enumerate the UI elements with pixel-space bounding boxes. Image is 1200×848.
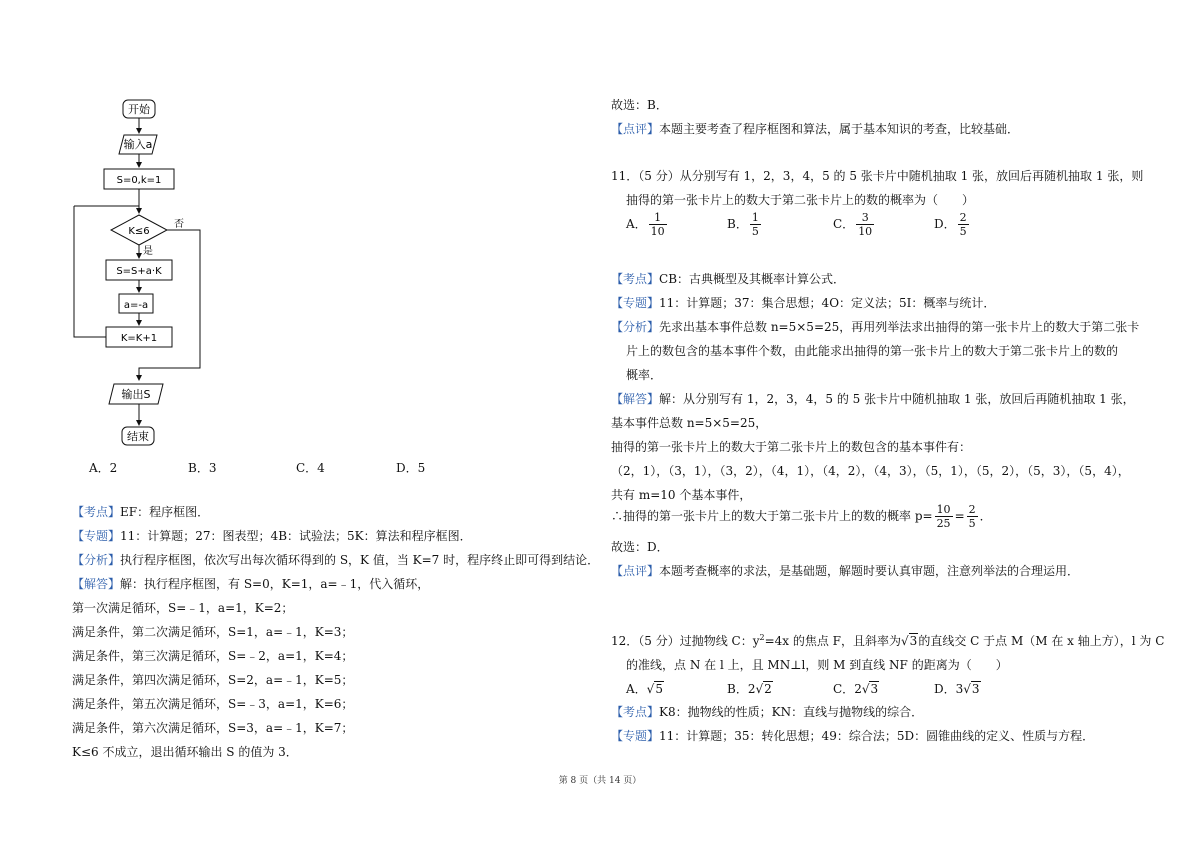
q10-zhuanti-text: 11：计算题；27：图表型；4B：试验法；5K：算法和程序框图． — [120, 529, 472, 543]
q11-fenxi-line3: 概率． — [626, 368, 663, 382]
q12-kaodian-text: K8：抛物线的性质；KN：直线与抛物线的综合． — [659, 705, 924, 719]
flow-step2-text: a=-a — [123, 300, 149, 311]
q12-option-c: C．2√3 — [833, 682, 879, 696]
q12-option-c-rad: 3 — [870, 682, 879, 696]
q11-dianping — [611, 562, 1079, 579]
q11-p-end: ． — [979, 509, 992, 523]
q11-option-b — [727, 211, 763, 238]
q11-fenxi — [611, 318, 1139, 335]
q12-stem-part1: 12．（5 分）过抛物线 C：y — [611, 634, 760, 648]
q10-option-b: B．3 — [188, 461, 217, 475]
q11-zhuanti-text: 11：计算题；37：集合思想；4O：定义法；5I：概率与统计． — [659, 296, 996, 310]
q11-p-frac2 — [967, 503, 978, 530]
q10-zhuanti-tag: 【专题】 — [72, 529, 121, 543]
q12-option-a: A．√5 — [626, 682, 663, 696]
q11-option-b-label: B． — [727, 217, 748, 231]
q11-p-frac1 — [935, 503, 953, 530]
flowchart — [60, 88, 300, 458]
q11-p-num1: 10 — [936, 503, 951, 516]
q12-stem-line2: 的准线，点 N 在 l 上，且 MN⊥l，则 M 到直线 NF 的距离为（ ） — [626, 658, 1008, 672]
q11-zhuanti — [611, 294, 995, 311]
q10-fenxi — [72, 551, 599, 568]
flow-no-label: 否 — [174, 219, 184, 230]
flow-input-text: 输入a — [123, 138, 153, 151]
flow-start-text: 开始 — [128, 103, 150, 116]
q11-option-c-den: 10 — [858, 225, 873, 238]
q11-dianping-tag: 【点评】 — [611, 564, 660, 578]
q11-option-a-num: 1 — [649, 211, 667, 225]
q10-option-c: C．4 — [296, 461, 325, 475]
q11-option-b-den: 5 — [751, 225, 759, 238]
q10-jieda — [72, 575, 429, 592]
q10-dianping-text: 本题主要考查了程序框图和算法，属于基本知识的考查，比较基础． — [659, 122, 1020, 136]
q11-option-c-num: 3 — [856, 211, 874, 225]
q11-jieda-line5: 共有 m=10 个基本事件， — [611, 488, 752, 502]
q11-dianping-text: 本题考查概率的求法，是基础题，解题时要认真审题，注意列举法的合理运用． — [659, 564, 1080, 578]
q12-option-c-label: C． — [833, 682, 855, 696]
q10-jieda-tag: 【解答】 — [72, 577, 121, 591]
flow-step1-text: S=S+a·K — [116, 266, 162, 277]
q12-option-a-label: A． — [626, 682, 647, 696]
flow-step3-text: K=K+1 — [120, 333, 158, 344]
q11-stem-line2: 抽得的第一张卡片上的数大于第二张卡片上的数的概率为（ ） — [626, 193, 975, 207]
flow-end-text: 结束 — [127, 430, 149, 443]
q12-zhuanti-tag: 【专题】 — [611, 729, 660, 743]
q10-option-d: D．5 — [396, 461, 426, 475]
q11-jieda — [611, 390, 1135, 407]
q11-option-c-label: C． — [833, 217, 855, 231]
q11-option-d-label: D． — [934, 217, 956, 231]
q10-step: 第一次满足循环，S=﹣1，a=1，K=2； — [72, 601, 294, 615]
q11-jieda-line4: （2，1），（3，1），（3，2），（4，1），（4，2），（4，3），（5，1），（5，2），（5，3），（5，4）， — [611, 464, 1130, 478]
q12-option-d: D．3√3 — [934, 682, 980, 696]
q11-fenxi-text: 先求出基本事件总数 n=5×5=25，再用列举法求出抽得的第一张卡片上的数大于第二张卡 — [659, 320, 1140, 334]
flow-output-text: 输出S — [121, 388, 151, 401]
q10-fenxi-tag: 【分析】 — [72, 553, 121, 567]
q11-jieda-text: 解：从分别写有 1，2，3，4，5 的 5 张卡片中随机抽取 1 张，放回后再随机抽取 1 张， — [659, 392, 1135, 406]
q12-stem-part2: =4x 的焦点 F，且斜率为 — [764, 634, 902, 648]
q12-kaodian — [611, 703, 923, 720]
q10-step: K≤6 不成立，退出循环输出 S 的值为 3． — [72, 745, 298, 759]
q10-option-a: A．2 — [89, 461, 118, 475]
q11-p-num2: 2 — [968, 503, 976, 516]
q11-option-a — [626, 211, 669, 238]
q11-jieda-line3: 抽得的第一张卡片上的数大于第二张卡片上的数包含的基本事件有： — [611, 440, 972, 454]
q11-stem-line1: 11．（5 分）从分别写有 1，2，3，4，5 的 5 张卡片中随机抽取 1 张，放回后再随机抽取 1 张，则 — [611, 169, 1144, 183]
q11-option-d-frac — [958, 211, 969, 238]
q10-guxuan: 故选：B． — [611, 98, 668, 112]
q10-dianping — [611, 120, 1019, 137]
q10-jieda-text: 解：执行程序框图，有 S=0，K=1，a=﹣1，代入循环， — [120, 577, 430, 591]
q11-option-b-frac — [750, 211, 761, 238]
q11-option-a-frac — [649, 211, 667, 238]
q12-zhuanti — [611, 727, 1094, 744]
q11-zhuanti-tag: 【专题】 — [611, 296, 660, 310]
q12-option-b-coef: 2 — [747, 682, 756, 696]
flow-yes-label: 是 — [143, 246, 153, 257]
q10-step: 满足条件，第四次满足循环，S=2，a=﹣1，K=5； — [72, 673, 354, 687]
q10-kaodian-tag: 【考点】 — [72, 505, 121, 519]
q11-p-den2: 5 — [968, 517, 976, 530]
q11-kaodian — [611, 270, 845, 287]
q11-jieda-tag: 【解答】 — [611, 392, 660, 406]
q11-option-a-label: A． — [626, 217, 647, 231]
q12-stem-line1: 12．（5 分）过抛物线 C：$y^2=4x$ 的焦点 F，且斜率为√3的直线交 C 于点 M（M 在 x 轴上方），l 为 C — [611, 633, 1165, 648]
q11-option-c-frac — [856, 211, 874, 238]
q10-step: 满足条件，第五次满足循环，S=﹣3，a=1，K=6； — [72, 697, 354, 711]
q11-option-d-den: 5 — [959, 225, 967, 238]
q12-option-d-label: D． — [934, 682, 956, 696]
q10-step: 满足条件，第二次满足循环，S=1，a=﹣1，K=3； — [72, 625, 354, 639]
q12-stem-part3: 的直线交 C 于点 M（M 在 x 轴上方），l 为 C — [918, 634, 1165, 648]
q12-zhuanti-text: 11：计算题；35：转化思想；49：综合法；5D：圆锥曲线的定义、性质与方程． — [659, 729, 1095, 743]
q12-option-d-coef: 3 — [955, 682, 964, 696]
q12-option-b-rad: 2 — [764, 682, 772, 696]
page-footer: 第 8 页（共 14 页） — [558, 776, 642, 786]
q12-option-d-rad: 3 — [971, 682, 980, 696]
q11-kaodian-text: CB：古典概型及其概率计算公式． — [659, 272, 846, 286]
q10-dianping-tag: 【点评】 — [611, 122, 660, 136]
q11-guxuan: 故选：D． — [611, 540, 669, 554]
q12-kaodian-tag: 【考点】 — [611, 705, 660, 719]
q11-fenxi-tag: 【分析】 — [611, 320, 660, 334]
q10-fenxi-text: 执行程序框图，依次写出每次循环得到的 S，K 值，当 K=7 时，程序终止即可得到结论． — [120, 553, 600, 567]
q11-option-b-num: 1 — [751, 211, 759, 224]
q12-option-b-label: B． — [727, 682, 748, 696]
q11-option-c — [833, 211, 876, 238]
q11-option-d — [934, 211, 971, 238]
q11-kaodian-tag: 【考点】 — [611, 272, 660, 286]
q11-option-a-den: 10 — [650, 225, 665, 238]
q12-option-b: B．2√2 — [727, 682, 772, 696]
q11-p-den1: 25 — [936, 517, 951, 530]
q10-zhuanti — [72, 527, 472, 544]
q11-jieda-line2: 基本事件总数 n=5×5=25， — [611, 416, 768, 430]
q11-jieda-line6-text: ∴抽得的第一张卡片上的数大于第二张卡片上的数的概率 p= — [611, 509, 933, 523]
q12-stem-sqrt: 3 — [909, 634, 918, 648]
q10-kaodian-text: EF：程序框图． — [120, 505, 210, 519]
flow-decision-text: K≤6 — [128, 226, 150, 237]
q12-option-a-rad: 5 — [655, 682, 663, 696]
q11-jieda-line6 — [611, 503, 992, 530]
q11-option-d-num: 2 — [959, 211, 967, 224]
q11-p-eq: = — [954, 509, 965, 523]
flow-init-text: S=0,k=1 — [116, 175, 162, 186]
q10-step: 满足条件，第三次满足循环，S=﹣2，a=1，K=4； — [72, 649, 354, 663]
q11-fenxi-line2: 片上的数包含的基本事件个数，由此能求出抽得的第一张卡片上的数大于第二张卡片上的数的 — [626, 344, 1119, 358]
q10-kaodian — [72, 503, 209, 520]
q12-option-c-coef: 2 — [854, 682, 862, 696]
q12-stem-sup: 2 — [759, 633, 765, 642]
q10-step: 满足条件，第六次满足循环，S=3，a=﹣1，K=7； — [72, 721, 354, 735]
